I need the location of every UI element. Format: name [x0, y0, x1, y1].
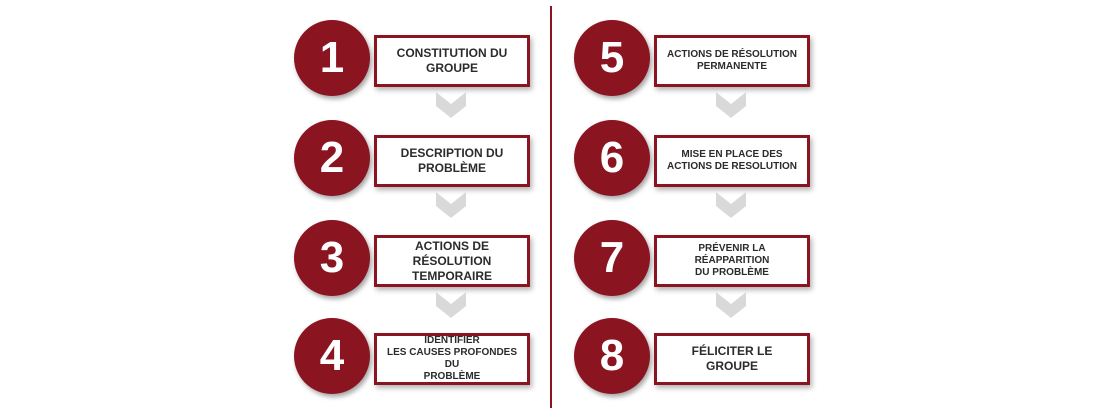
step-label: CONSTITUTION DU GROUPE — [396, 46, 508, 75]
step-label-box — [374, 333, 530, 385]
step-number-badge: 6 — [574, 120, 650, 196]
step-label-box — [654, 35, 810, 87]
chevron-down-icon — [716, 292, 746, 318]
step-number-badge: 5 — [574, 20, 650, 96]
chevron-down-icon — [716, 192, 746, 218]
step-5 — [574, 20, 814, 100]
step-label: FÉLICITER LE GROUPE — [691, 344, 773, 373]
step-number-badge: 3 — [294, 220, 370, 296]
step-3 — [294, 220, 534, 300]
step-8 — [574, 318, 814, 398]
step-7 — [574, 220, 814, 300]
step-label-box — [374, 235, 530, 287]
step-1 — [294, 20, 534, 100]
step-label: IDENTIFIER LES CAUSES PROFONDES DU PROBLÈME — [386, 335, 518, 382]
step-label-box — [654, 235, 810, 287]
column-divider — [550, 6, 552, 408]
step-label-box — [654, 333, 810, 385]
step-label-box — [374, 135, 530, 187]
step-number-badge: 4 — [294, 318, 370, 394]
step-label: MISE EN PLACE DES ACTIONS DE RESOLUTION — [666, 149, 797, 172]
step-label: PRÉVENIR LA RÉAPPARITION DU PROBLÈME — [694, 243, 770, 278]
chevron-down-icon — [436, 292, 466, 318]
step-label: ACTIONS DE RÉSOLUTION PERMANENTE — [666, 49, 797, 72]
step-6 — [574, 120, 814, 200]
step-label-box — [654, 135, 810, 187]
step-number-badge: 1 — [294, 20, 370, 96]
step-number-badge: 8 — [574, 318, 650, 394]
step-number-badge: 7 — [574, 220, 650, 296]
step-label-box — [374, 35, 530, 87]
chevron-down-icon — [436, 92, 466, 118]
step-2 — [294, 120, 534, 200]
chevron-down-icon — [716, 92, 746, 118]
step-label: ACTIONS DE RÉSOLUTION TEMPORAIRE — [411, 238, 492, 283]
step-label: DESCRIPTION DU PROBLÈME — [400, 146, 504, 175]
chevron-down-icon — [436, 192, 466, 218]
step-number-badge: 2 — [294, 120, 370, 196]
step-4 — [294, 318, 534, 398]
